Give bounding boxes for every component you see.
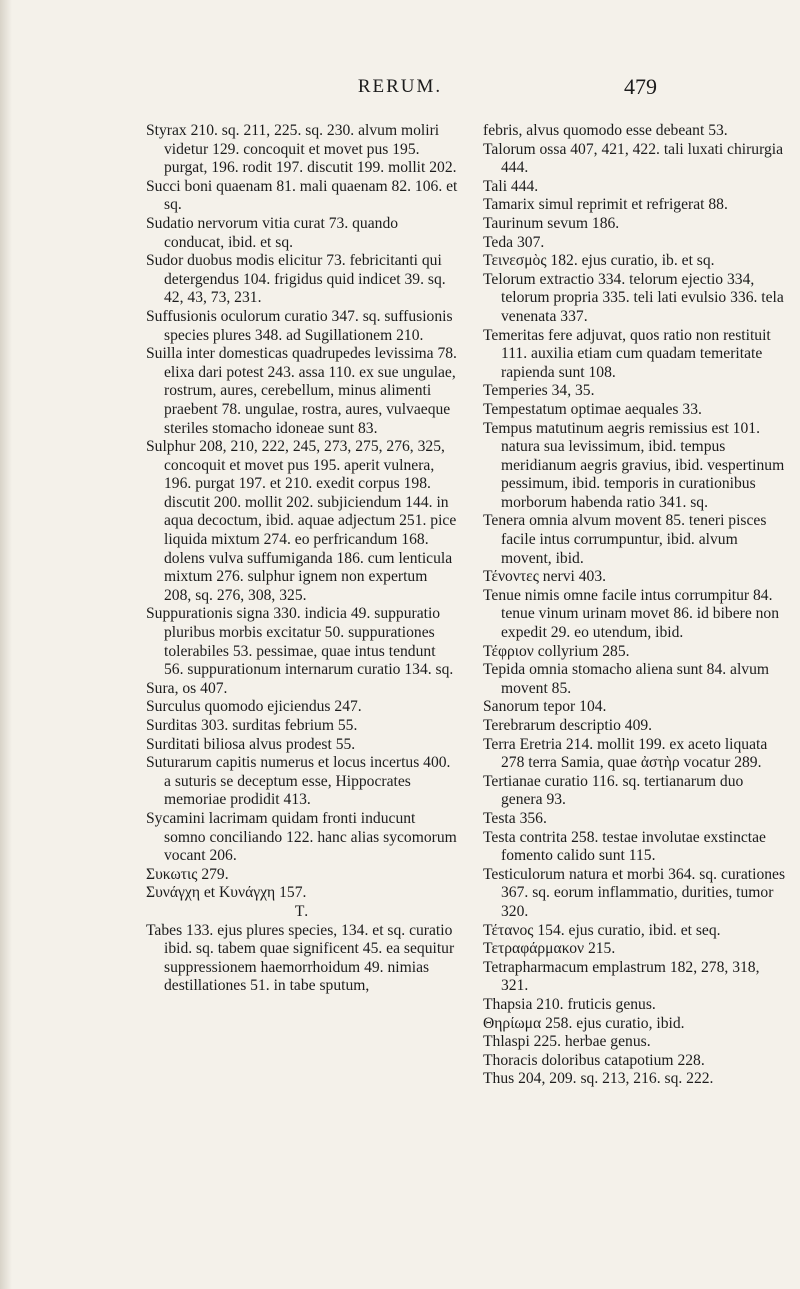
index-entry: Tertianae curatio 116. sq. tertianarum duo genera 93. — [483, 772, 744, 809]
index-entry: Teda 307. — [483, 233, 545, 251]
index-entry: Συκωτις 279. — [146, 865, 229, 883]
index-entry: Θηρίωμα 258. ejus curatio, ibid. — [483, 1014, 685, 1032]
index-entry: Sanorum tepor 104. — [483, 698, 607, 716]
index-entry: Telorum extractio 334. telorum ejectio 334, telorum propria 335. teli lati evulsio 336. tela venenata 337. — [483, 270, 784, 325]
running-title: RERUM. — [357, 76, 443, 97]
index-entry: Tenera omnia alvum movent 85. teneri pisces facile intus corrumpuntur, ibid. alvum movent, ibid. — [483, 512, 767, 567]
index-entry: Sudatio nervorum vitia curat 73. quando conducat, ibid. et sq. — [146, 214, 399, 251]
index-entry: Terebrarum descriptio 409. — [483, 717, 653, 734]
index-entry: Suppurationis signa 330. indicia 49. suppuratio pluribus morbis excitatur 50. suppurationes tolerabiles 53. pessimae, quae intus tendunt 56. suppurationum internarum curatio 134. sq. — [146, 605, 454, 679]
index-entry: Testa 356. — [483, 809, 547, 827]
index-entry: Tempus matutinum aegris remissius est 101. natura sua levissimum, ibid. tempus meridianum aegris gravius, ibid. vespertinum pessimum, ibid. temporis in curationibus morborum habenda ratio 341. sq. — [483, 419, 785, 511]
index-entry: Τετραφάρμακον 215. — [483, 940, 616, 958]
index-column-left — [146, 122, 458, 996]
index-entry: Τεινεσμὸς 182. ejus curatio, ib. et sq. — [483, 252, 715, 270]
index-entry: Temperies 34, 35. — [483, 382, 595, 400]
index-entry: Tetrapharmacum emplastrum 182, 278, 318, 321. — [483, 958, 760, 995]
index-entry: Testa contrita 258. testae involutae exstinctae fomento calido sunt 115. — [483, 828, 766, 865]
index-entry: Talorum ossa 407, 421, 422. tali luxati chirurgia 444. — [483, 140, 784, 177]
index-entry: Succi boni quaenam 81. mali quaenam 82. 106. et sq. — [146, 177, 458, 214]
index-entry: Τέφριον collyrium 285. — [483, 642, 630, 660]
page-number: 479 — [624, 74, 657, 99]
section-letter-heading: T. — [294, 902, 310, 920]
index-entry: Συνάγχη et Κυνάγχη 157. — [146, 884, 307, 902]
index-entry: Tepida omnia stomacho aliena sunt 84. alvum movent 85. — [483, 661, 770, 697]
index-entry: Surditati biliosa alvus prodest 55. — [146, 735, 356, 753]
index-entry: Temeritas fere adjuvat, quos ratio non restituit 111. auxilia etiam cum quadam temeritate rapienda sunt 108. — [483, 326, 771, 381]
index-entry: Τέτανος 154. ejus curatio, ibid. et seq. — [483, 921, 721, 939]
index-entry: Sulphur 208, 210, 222, 245, 273, 275, 276, 325, concoquit et movet pus 195. aperit vulnera, 196. purgat 197. et 210. exedit corpus 198. discutit 200. mollit 202. subjiciendum 144. in aqua decoctum, ibid. aquae adjectum 251. pice liquida mixtum 274. eo perfricandum 168. dolens vulva suffumiganda 186. cum lenticula mixtum 276. sulphur ignem non expertum 208, sq. 276, 308, 325. — [146, 438, 457, 604]
index-entry: Suilla inter domesticas quadrupedes levissima 78. elixa dari potest 243. assa 110. ex sue ungulae, rostrum, aures, cerebellum, minus alimenti praebent 78. ungulae, rostra, aures, vulvaeque steriles stomacho idoneae sunt 83. — [146, 345, 457, 437]
index-entry: Thapsia 210. fruticis genus. — [483, 995, 656, 1013]
index-entry: Surditas 303. surditas febrium 55. — [146, 717, 358, 734]
index-entry: Suturarum capitis numerus et locus incertus 400. a suturis se deceptum esse, Hippocrates memoriae prodidit 413. — [146, 754, 451, 809]
index-entry: Taurinum sevum 186. — [483, 214, 620, 232]
page-edge-shadow — [0, 0, 12, 1289]
index-entry: Tempestatum optimae aequales 33. — [483, 400, 702, 418]
index-entry: Tamarix simul reprimit et refrigerat 88. — [483, 196, 728, 214]
index-entry: Tali 444. — [483, 177, 539, 195]
index-entry: Terra Eretria 214. mollit 199. ex aceto liquata 278 terra Samia, quae ἀστὴρ vocatur 289. — [483, 735, 768, 772]
index-entry: Sudor duobus modis elicitur 73. febricitanti qui detergendus 104. frigidus quid indicet 39. sq. 42, 43, 73, 231. — [146, 252, 446, 307]
index-column-right — [483, 122, 787, 1089]
index-entry: Τένοντες nervi 403. — [483, 568, 607, 586]
index-entry: Surculus quomodo ejiciendus 247. — [146, 698, 362, 716]
index-entry: Tenue nimis omne facile intus corrumpitur 84. tenue vinum urinam movet 86. id bibere non expedit 29. eo utendum, ibid. — [483, 586, 780, 642]
index-entry: Suffusionis oculorum curatio 347. sq. suffusionis species plures 348. ad Sugillationem 210. — [146, 307, 453, 344]
page-header — [0, 74, 800, 108]
index-entry: Sycamini lacrimam quidam fronti inducunt somno conciliando 122. hanc alias sycomorum vocant 206. — [146, 809, 457, 865]
index-entry: Testiculorum natura et morbi 364. sq. curationes 367. sq. eorum inflammatio, durities, tumor 320. — [483, 865, 786, 920]
index-entry: Sura, os 407. — [146, 679, 228, 697]
index-entry: Thlaspi 225. herbae genus. — [483, 1033, 651, 1051]
index-entry: Thoracis doloribus catapotium 228. — [483, 1051, 705, 1069]
index-entry: Thus 204, 209. sq. 213, 216. sq. 222. — [483, 1070, 714, 1088]
index-entry: Styrax 210. sq. 211, 225. sq. 230. alvum moliri videtur 129. concoquit et movet pus 195. purgat, 196. rodit 197. discutit 199. mollit 202. — [146, 122, 457, 177]
index-entry: Tabes 133. ejus plures species, 134. et sq. curatio ibid. sq. tabem quae significent 45. ea sequitur suppressionem haemorrhoidum 49. nimias destillationes 51. in tabe sputum, — [146, 921, 455, 995]
index-entry: febris, alvus quomodo esse debeant 53. — [483, 122, 728, 139]
